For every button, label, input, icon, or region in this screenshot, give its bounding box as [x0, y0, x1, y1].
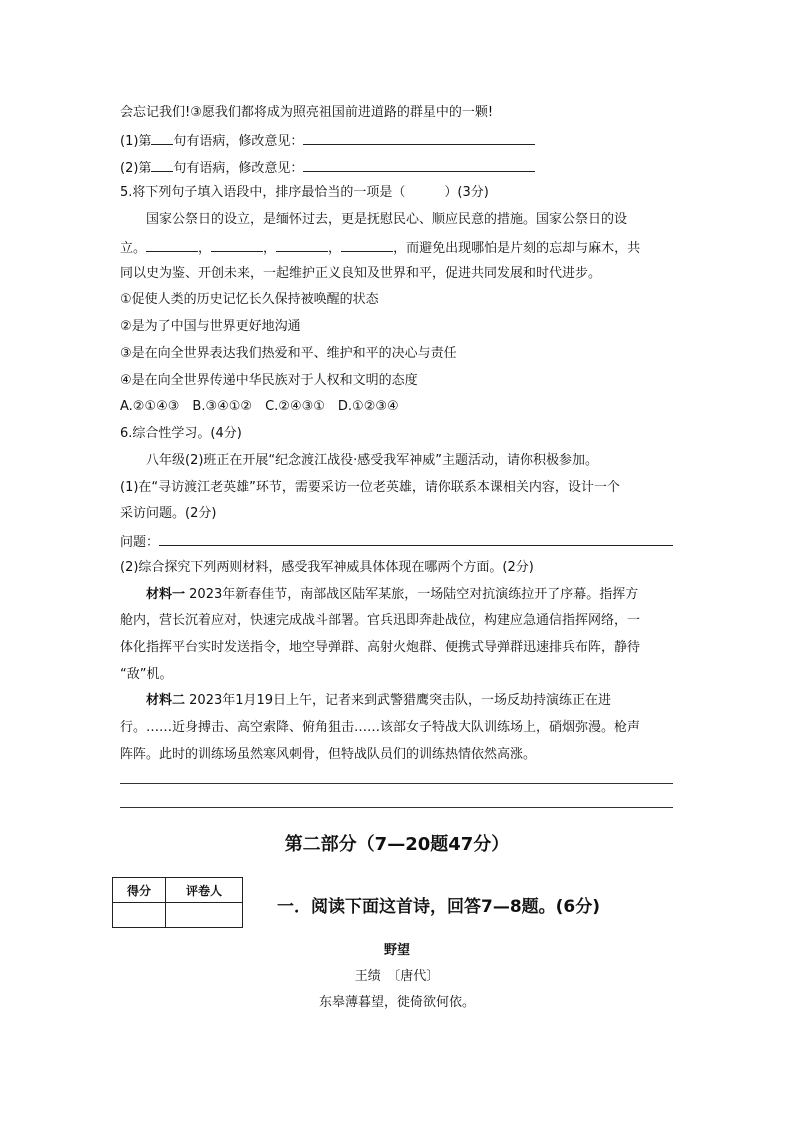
question-answer-line: 问题：: [120, 532, 673, 552]
grader-cell[interactable]: [166, 903, 243, 928]
grader-header: 评卷人: [166, 878, 243, 903]
material-2: 材料二 2023年1月19日上午，记者来到武警猎鹰突击队，一场反劫持演练正在进: [146, 693, 612, 708]
question-5: 5.将下列句子填入语段中，排序最恰当的一项是（ ）(3分): [120, 185, 489, 200]
blank[interactable]: [211, 238, 263, 252]
answer-line[interactable]: [120, 783, 673, 784]
score-table: [112, 877, 243, 928]
material-1-line: “敌”机。: [120, 667, 173, 682]
sentence-fix-2: (2)第 句有语病，修改意见：: [120, 158, 535, 178]
score-header: 得分: [113, 878, 166, 903]
text-line: 会忘记我们!③愿我们都将成为照亮祖国前进道路的群星中的一颗!: [120, 105, 494, 120]
option-2: ②是为了中国与世界更好地沟通: [120, 319, 301, 334]
blank[interactable]: [146, 238, 198, 252]
answer-blank[interactable]: [303, 158, 535, 172]
option-1: ①促使人类的历史记忆长久保持被唤醒的状态: [120, 292, 379, 307]
sub-question-1: (1)在“寻访渡江老英雄”环节，需要采访一位老英雄，请你联系本课相关内容，设计一个: [120, 480, 620, 495]
sentence-fix-1: (1)第 句有语病，修改意见：: [120, 131, 535, 151]
material-1-line: 舱内，营长沉着应对，快速完成战斗部署。官兵迅即奔赴战位，构建应急通信指挥网络，一: [120, 613, 641, 628]
material-1-line: 体化指挥平台实时发送指令，地空导弹群、高射火炮群、便携式导弹群迅速排兵布阵，静待: [120, 640, 641, 655]
material-1: 材料一 2023年新春佳节，南部战区陆军某旅，一场陆空对抗演练拉开了序幕。指挥方: [146, 587, 639, 602]
question-6-intro: 八年级(2)班正在开展“纪念渡江战役·感受我军神威”主题活动，请你积极参加。: [146, 453, 599, 468]
score-cell[interactable]: [113, 903, 166, 928]
answer-line[interactable]: [120, 807, 673, 808]
sub-question-1-cont: 采访问题。(2分): [120, 506, 217, 521]
answer-choices: A.②①④③ B.③④①② C.②④③① D.①②③④: [120, 399, 399, 414]
blank[interactable]: [151, 131, 173, 145]
material-2-line: 阵阵。此时的训练场虽然寒风刺骨，但特战队员们的训练热情依然高涨。: [120, 747, 537, 762]
passage-line: 同以史为鉴、开创未来，一起维护正义良知及世界和平，促进共同发展和时代进步。: [120, 266, 602, 281]
material-2-line: 行。……近身搏击、高空索降、俯角狙击……该部女子特战大队训练场上，硝烟弥漫。枪声: [120, 720, 641, 735]
question-6: 6.综合性学习。(4分): [120, 426, 242, 441]
option-3: ③是在向全世界表达我们热爱和平、维护和平的决心与责任: [120, 346, 457, 361]
poem-author: 王绩 〔唐代〕: [354, 969, 440, 984]
passage-line-blanks: 立。 ， ， ， ，而避免出现哪怕是片刻的忘却与麻木，共: [120, 238, 640, 258]
answer-blank[interactable]: [159, 532, 673, 546]
sub-question-2: (2)综合探究下列两则材料，感受我军神威具体体现在哪两个方面。(2分): [120, 560, 534, 575]
poem-line: 东皋薄暮望，徙倚欲何依。: [318, 995, 475, 1010]
poem-title: 野望: [383, 943, 410, 958]
blank[interactable]: [276, 238, 328, 252]
option-4: ④是在向全世界传递中华民族对于人权和文明的态度: [120, 373, 418, 388]
blank[interactable]: [341, 238, 393, 252]
blank[interactable]: [151, 158, 173, 172]
question-heading: 一．阅读下面这首诗，回答7—8题。(6分): [277, 897, 601, 917]
section-title: 第二部分（7—20题47分）: [284, 834, 510, 855]
passage-line: 国家公祭日的设立，是缅怀过去，更是抚慰民心、顺应民意的措施。国家公祭日的设: [146, 212, 628, 227]
answer-blank[interactable]: [303, 131, 535, 145]
